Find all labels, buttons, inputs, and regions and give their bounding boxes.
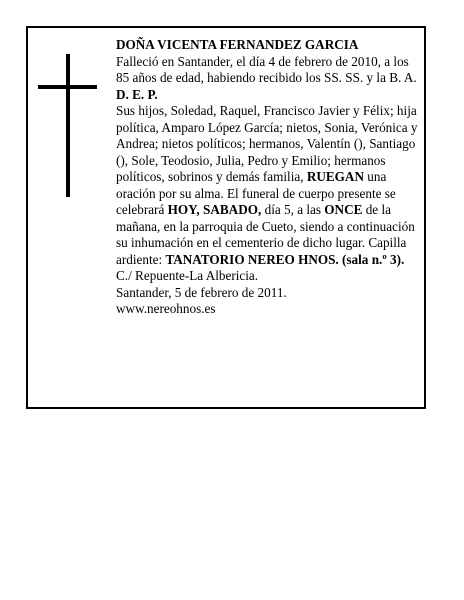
family-and-funeral-paragraph bbox=[116, 103, 420, 285]
obituary-text-block bbox=[116, 37, 420, 318]
chapel-address: C./ Repuente-La Albericia. bbox=[116, 268, 259, 283]
cross-icon-horizontal-bar bbox=[38, 85, 97, 89]
death-notice-text: Falleció en Santander, el día 4 de febrero de 2010, a los 85 años de edad, habiendo recibido los SS. SS. y la B. A. bbox=[116, 53, 417, 85]
cross-icon-vertical-bar bbox=[66, 54, 70, 197]
funeral-date-text: día 5, a las bbox=[264, 202, 321, 217]
funeral-day-text: HOY, SABADO, bbox=[167, 202, 262, 217]
website-link[interactable]: www.nereohnos.es bbox=[116, 301, 216, 316]
chapel-name: TANATORIO NEREO HNOS. (sala n.º 3). bbox=[165, 251, 405, 267]
dep-text: D. E. P. bbox=[116, 86, 158, 102]
funeral-hour-text: ONCE bbox=[324, 202, 363, 217]
funeral-location-text: de la mañana, en la parroquia de Cueto, siendo a continuación su inhumación en el cementerio de dicho lugar. Capilla ardiente: bbox=[116, 202, 415, 267]
deceased-name: DOÑA VICENTA FERNANDEZ GARCIA bbox=[116, 37, 359, 52]
family-text: Sus hijos, Soledad, Raquel, Francisco Javier y Félix; hija política, Amparo López García; nietos, Sonia, Verónica y Andrea; nietos políticos; hermanos, Valentín (), Santiago (), Sole, Teodosio, Julia, Pedro y Emilio; hermanos políticos, sobrinos y demás familia, bbox=[116, 103, 418, 184]
place-and-date: Santander, 5 de febrero de 2011. bbox=[116, 284, 287, 300]
prayer-text: una oración por su alma. El funeral de cuerpo presente se celebrará bbox=[116, 169, 396, 217]
ruegan-text: RUEGAN bbox=[306, 169, 364, 184]
